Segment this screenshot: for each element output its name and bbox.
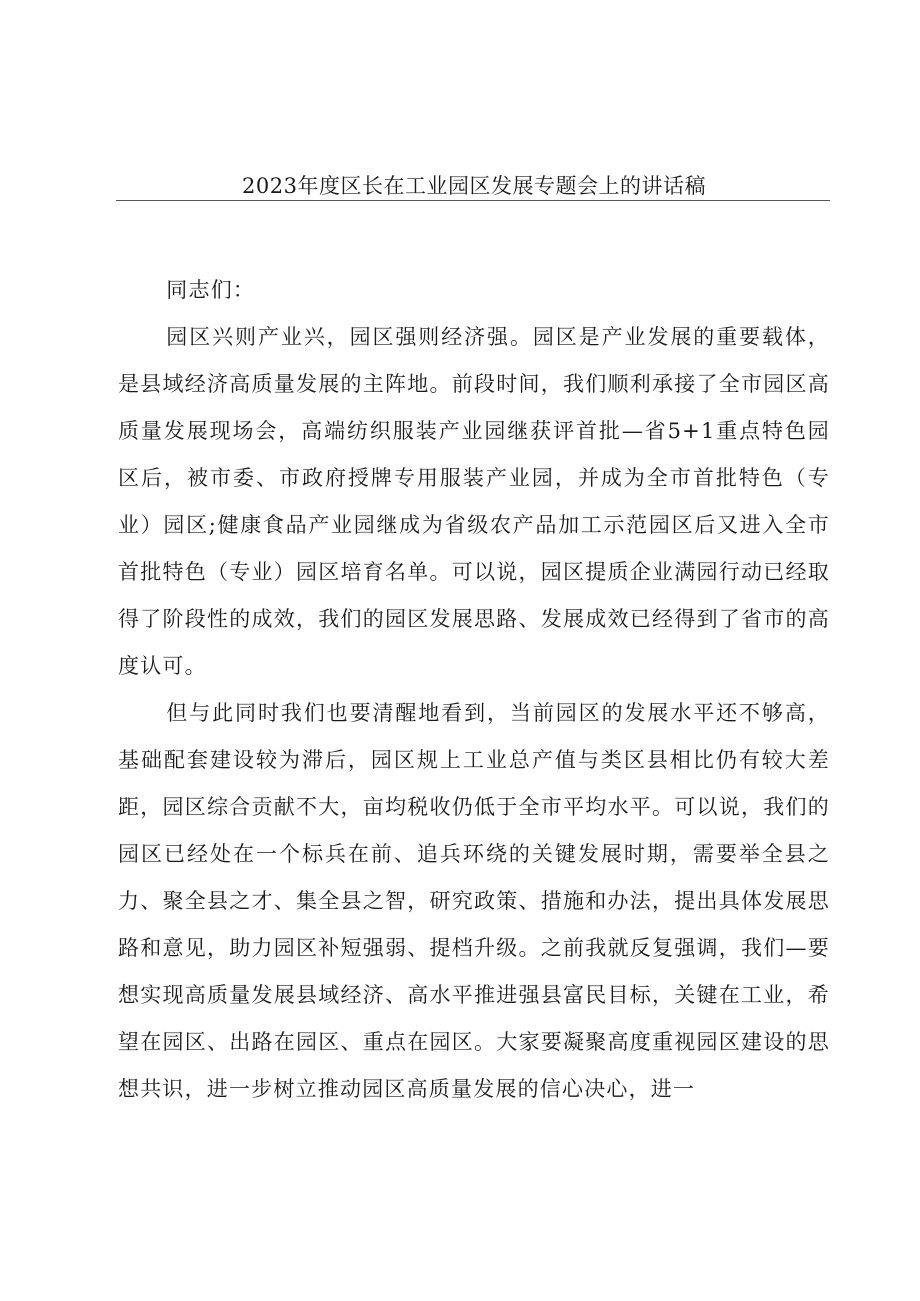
document-body (118, 267, 830, 1113)
title-underline (116, 200, 830, 201)
paragraph-1: 园区兴则产业兴，园区强则经济强。园区是产业发展的重要载体，是县域经济高质量发展的主阵地。前段时间，我们顺利承接了全市园区高质量发展现场会，高端纺织服装产业园继获评首批—省5+1重点特色园区后，被市委、市政府授牌专用服装产业园，并成为全市首批特色（专业）园区;健康食品产业园继成为省级农产品加工示范园区后又进入全市首批特色（专业）园区培育名单。可以说，园区提质企业满园行动已经取得了阶段性的成效，我们的园区发展思路、发展成效已经得到了省市的高度认可。 (118, 325, 830, 678)
document-title: 2023年度区长在工业园区发展专题会上的讲话稿 (242, 174, 706, 198)
paragraph-2: 但与此同时我们也要清醒地看到，当前园区的发展水平还不够高，基础配套建设较为滞后，园区规上工业总产值与类区县相比仍有较大差距，园区综合贡献不大，亩均税收仍低于全市平均水平。可以说，我们的园区已经处在一个标兵在前、追兵环绕的关键发展时期，需要举全县之力、聚全县之才、集全县之智，研究政策、措施和办法，提出具体发展思路和意见，助力园区补短强弱、提档升级。之前我就反复强调，我们—要想实现高质量发展县域经济、高水平推进强县富民目标，关键在工业，希望在园区、出路在园区、重点在园区。大家要凝聚高度重视园区建设的思想共识，进一步树立推动园区高质量发展的信心决心，进一 (118, 701, 830, 1101)
salutation: 同志们： (166, 278, 256, 302)
